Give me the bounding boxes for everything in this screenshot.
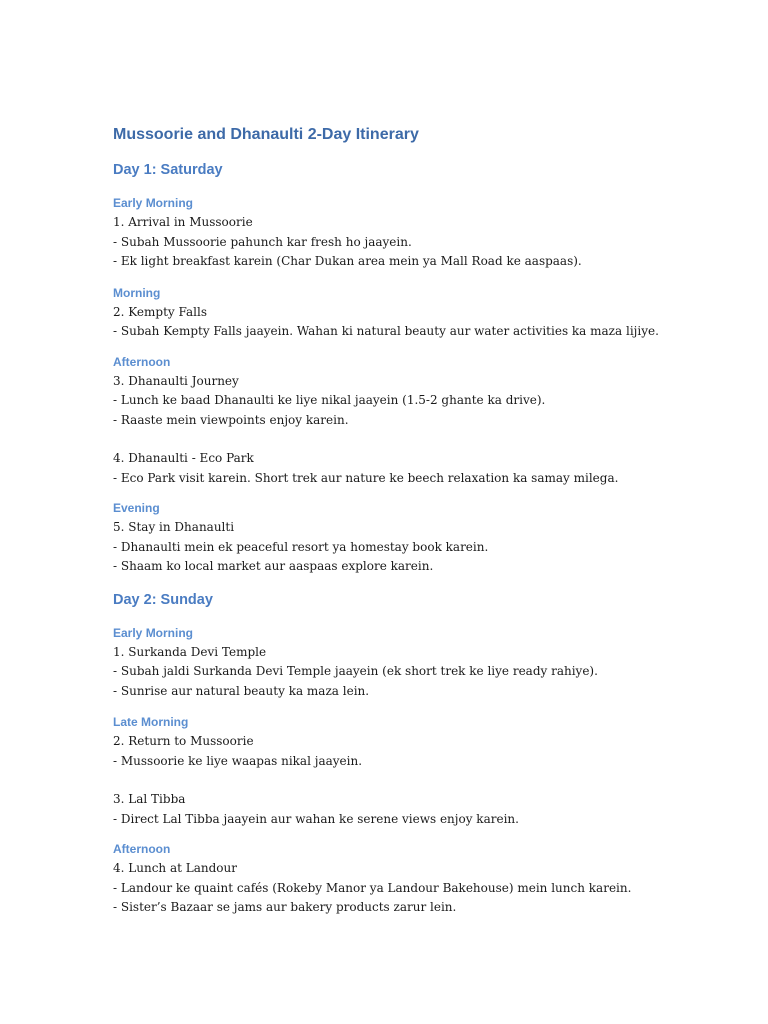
day1-evening-label: Evening — [113, 501, 160, 515]
activity-title: 3. Lal Tibba — [113, 792, 186, 806]
activity-title: 2. Return to Mussoorie — [113, 734, 254, 748]
activity-title: 4. Dhanaulti - Eco Park — [113, 451, 254, 465]
activity-detail: - Sister’s Bazaar se jams aur bakery products zarur lein. — [113, 900, 457, 914]
activity-title: 1. Surkanda Devi Temple — [113, 644, 267, 659]
activity-title: 4. Lunch at Landour — [113, 861, 237, 875]
activity-detail: - Lunch ke baad Dhanaulti ke liye nikal jaayein (1.5-2 ghante ka drive). — [113, 393, 546, 407]
day1-morning-label: Morning — [113, 285, 161, 300]
day1-afternoon-label: Afternoon — [113, 354, 171, 369]
activity-detail: - Raaste mein viewpoints enjoy karein. — [113, 412, 349, 427]
activity-detail: - Dhanaulti mein ek peaceful resort ya homestay book karein. — [113, 539, 489, 554]
activity-detail: - Shaam ko local market aur aaspaas explore karein. — [113, 559, 434, 573]
activity-detail: - Mussoorie ke liye waapas nikal jaayein. — [113, 753, 363, 768]
activity-detail: - Landour ke quaint cafés (Rokeby Manor ya Landour Bakehouse) mein lunch karein. — [113, 880, 632, 895]
activity-detail: - Eco Park visit karein. Short trek aur nature ke beech relaxation ka samay milega. — [113, 470, 619, 485]
activity-title: 5. Stay in Dhanaulti — [113, 520, 235, 534]
activity-title: 1. Arrival in Mussoorie — [113, 215, 253, 229]
day2-heading: Day 2: Sunday — [113, 591, 213, 608]
activity-title: 3. Dhanaulti Journey — [113, 373, 239, 388]
activity-detail: - Subah Kempty Falls jaayein. Wahan ki natural beauty aur water activities ka maza lijiye. — [113, 324, 659, 338]
day1-early-morning-label: Early Morning — [113, 196, 194, 210]
day2-late-morning-label: Late Morning — [113, 715, 189, 729]
activity-detail: - Subah Mussoorie pahunch kar fresh ho jaayein. — [113, 234, 412, 249]
activity-detail: - Subah jaldi Surkanda Devi Temple jaayein (ek short trek ke liye ready rahiye). — [113, 664, 598, 678]
activity-detail: - Direct Lal Tibba jaayein aur wahan ke serene views enjoy karein. — [113, 811, 519, 826]
activity-detail: - Ek light breakfast karein (Char Dukan area mein ya Mall Road ke aaspaas). — [113, 254, 582, 268]
activity-detail: - Sunrise aur natural beauty ka maza lein. — [113, 683, 370, 698]
day2-afternoon-label: Afternoon — [113, 842, 171, 856]
document-title: Mussoorie and Dhanaulti 2-Day Itinerary — [113, 126, 419, 143]
day2-early-morning-label: Early Morning — [113, 625, 194, 640]
activity-title: 2. Kempty Falls — [113, 304, 207, 319]
day1-heading: Day 1: Saturday — [113, 162, 223, 178]
